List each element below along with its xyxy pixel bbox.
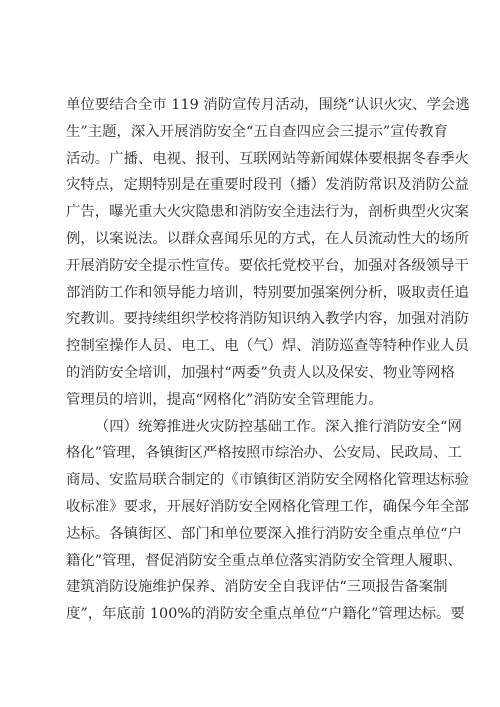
- text-line-8: 部消防工作和领导能力培训，特别要加强案例分析，吸取责任追: [66, 284, 469, 301]
- text-line-6: 例，以案说法。以群众喜闻乐见的方式，在人员流动性大的场所: [66, 230, 469, 247]
- text-line-9: 究教训。要持续组织学校将消防知识纳入教学内容，加强对消防: [66, 311, 469, 328]
- text-line-16: 收标准》要求，开展好消防安全网格化管理工作，确保今年全部: [66, 498, 469, 515]
- text-line-20: 度”，年底前 100%的消防安全重点单位“户籍化”管理达标。要: [66, 606, 465, 623]
- text-line-10: 控制室操作人员、电工、电（气）焊、消防巡查等特种作业人员: [66, 338, 469, 355]
- text-line-11: 的消防安全培训，加强村“两委”负责人以及保安、物业等网格: [66, 364, 455, 381]
- text-line-7: 开展消防安全提示性宣传。要依托党校平台，加强对各级领导干: [66, 257, 469, 274]
- text-line-19: 建筑消防设施维护保养、消防安全自我评估“三项报告备案制: [66, 579, 448, 596]
- text-line-17: 达标。各镇街区、部门和单位要深入推行消防安全重点单位“户: [66, 525, 462, 542]
- text-line-14: 格化”管理，各镇街区严格按照市综治办、公安局、民政局、工: [66, 445, 462, 462]
- text-line-1: 单位要结合全市 119 消防宣传月活动，围绕“认识火灾、学会逃: [66, 97, 470, 113]
- text-line-3: 活动。广播、电视、报刊、互联网站等新闻媒体要根据冬春季火: [66, 150, 469, 167]
- text-line-18: 籍化”管理，督促消防安全重点单位落实消防安全管理人履职、: [66, 552, 462, 569]
- section-heading-line: （四）统筹推进火灾防控基础工作。深入推行消防安全“网: [94, 418, 462, 435]
- text-line-2: 生”主题，深入开展消防安全“五自查四应会三提示”宣传教育: [66, 123, 448, 140]
- text-line-4: 灾特点，定期特别是在重要时段刊（播）发消防常识及消防公益: [66, 177, 469, 194]
- text-line-5: 广告，曝光重大火灾隐患和消防安全违法行为，剖析典型火灾案: [66, 204, 469, 221]
- body-text: [66, 92, 470, 628]
- text-line-15: 商局、安监局联合制定的《市镇街区消防安全网格化管理达标验: [66, 472, 469, 489]
- text-line-12: 管理员的培训，提高“网格化”消防安全管理能力。: [66, 391, 383, 408]
